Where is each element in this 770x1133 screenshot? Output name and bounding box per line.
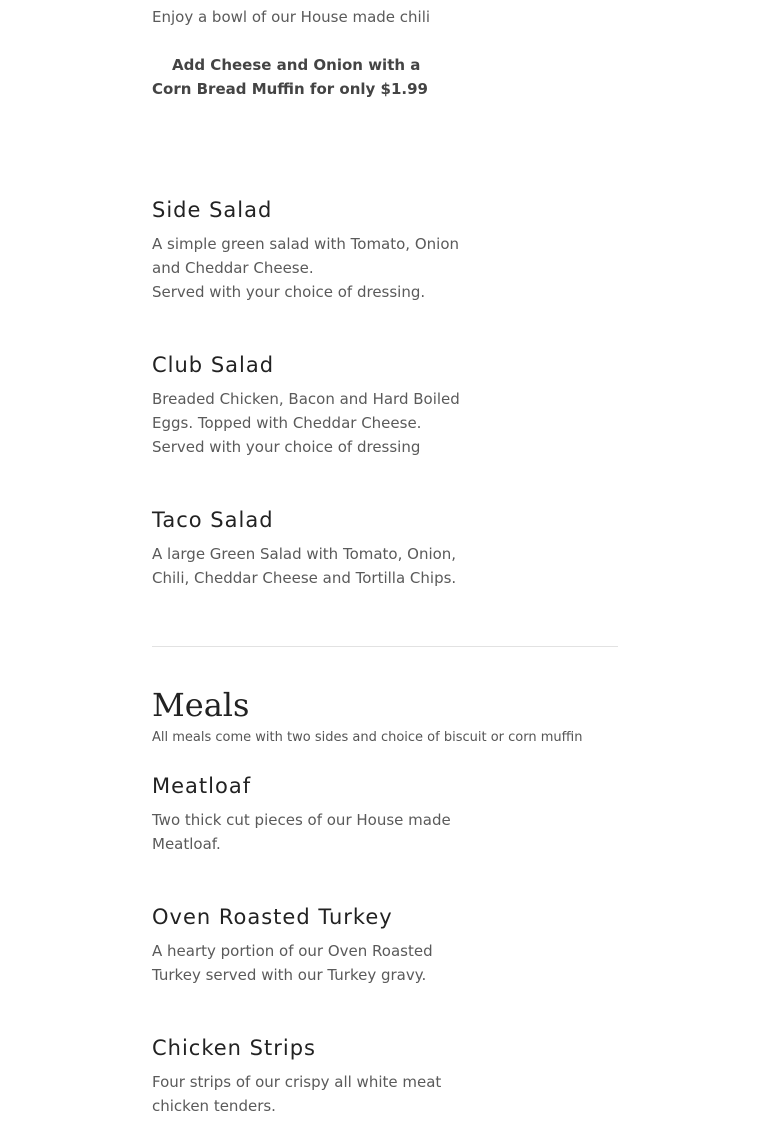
item-title-meatloaf: Meatloaf (152, 774, 252, 798)
description-line: A large Green Salad with Tomato, Onion, Chili, Cheddar Cheese and Tortilla Chips. (152, 545, 457, 587)
item-title-chicken-strips: Chicken Strips (152, 1036, 316, 1060)
section-title-meals: Meals (152, 686, 250, 724)
section-subtitle-meals: All meals come with two sides and choice of biscuit or corn muffin (152, 730, 583, 745)
description-line: A simple green salad with Tomato, Onion and Cheddar Cheese. (152, 235, 460, 277)
item-title-club-salad: Club Salad (152, 353, 275, 377)
description-line: Served with your choice of dressing. (152, 283, 426, 301)
chili-description: Enjoy a bowl of our House made chili (152, 8, 431, 26)
item-title-taco-salad: Taco Salad (152, 508, 274, 532)
item-description-chicken-strips: Four strips of our crispy all white meat chicken tenders. (152, 1073, 442, 1115)
item-title-side-salad: Side Salad (152, 198, 273, 222)
item-description-meatloaf: Two thick cut pieces of our House made Meatloaf. (152, 811, 451, 853)
item-title-oven-roasted-turkey: Oven Roasted Turkey (152, 905, 393, 929)
item-description-taco-salad (152, 542, 472, 590)
item-description-club-salad (152, 387, 472, 459)
chili-addon-note: Add Cheese and Onion with a Corn Bread Muffin for only $1.99 (152, 56, 428, 98)
description-line: Served with your choice of dressing (152, 438, 421, 456)
description-line: Breaded Chicken, Bacon and Hard Boiled Eggs. Topped with Cheddar Cheese. (152, 390, 460, 432)
section-divider (152, 646, 618, 647)
item-description-oven-roasted-turkey: A hearty portion of our Oven Roasted Turkey served with our Turkey gravy. (152, 942, 433, 984)
item-description-side-salad (152, 232, 472, 304)
